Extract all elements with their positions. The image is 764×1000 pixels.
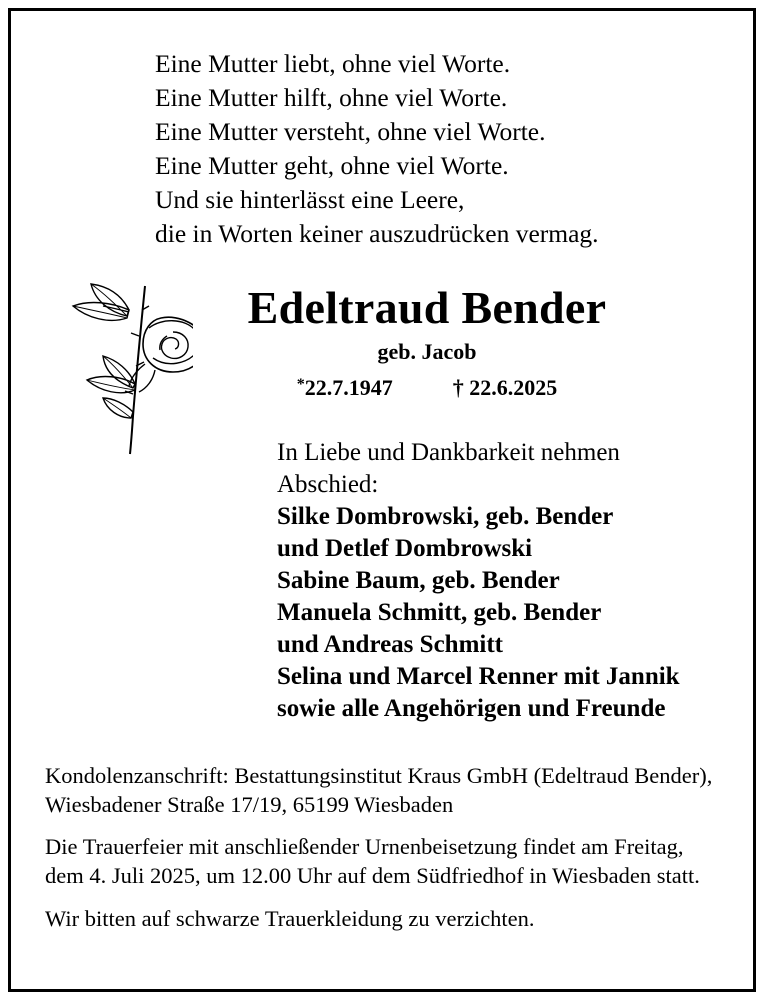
mourner-name: und Andreas Schmitt <box>277 630 503 658</box>
death-date-value: 22.6.2025 <box>469 374 558 400</box>
poem-line: Eine Mutter geht, ohne viel Worte. <box>155 150 509 180</box>
mourner-name: und Detlef Dombrowski <box>277 534 533 562</box>
death-date <box>453 375 558 401</box>
deceased-name: Edeltraud Bender <box>247 282 607 334</box>
mourner-name: Silke Dombrowski, geb. Bender <box>277 502 614 530</box>
death-symbol-icon: † <box>452 374 464 400</box>
poem-line: Eine Mutter liebt, ohne viel Worte. <box>155 49 511 78</box>
birth-symbol-icon: * <box>296 375 305 393</box>
poem-line: Eine Mutter hilft, ohne viel Worte. <box>155 82 508 112</box>
mourner-name: Selina und Marcel Renner mit Jannik <box>277 662 680 690</box>
mourner-name: Manuela Schmitt, geb. Bender <box>277 598 602 626</box>
mourner-name: Sabine Baum, geb. Bender <box>277 566 560 594</box>
birth-date <box>297 375 393 401</box>
deceased-maiden-name: geb. Jacob <box>377 338 477 364</box>
footer-block <box>37 761 727 933</box>
mourner-name: sowie alle Angehörigen und Freunde <box>277 694 666 722</box>
rose-illustration-icon <box>33 266 193 456</box>
birth-date-value: 22.7.1947 <box>304 374 393 400</box>
poem-line: die in Worten keiner auszudrücken vermag. <box>155 218 599 248</box>
poem-line: Eine Mutter versteht, ohne viel Worte. <box>155 116 546 146</box>
mourners-intro-line: In Liebe und Dankbarkeit nehmen <box>277 438 620 466</box>
poem <box>37 47 727 250</box>
dress-code-note: Wir bitten auf schwarze Trauerkleidung zu verzichten. <box>45 905 535 931</box>
mourners-block <box>37 437 727 725</box>
ceremony-details: Die Trauerfeier mit anschließender Urnenbeisetzung findet am Freitag, dem 4. Juli 2025, um 12.00 Uhr auf dem Südfriedhof in Wiesbaden statt. <box>45 834 700 889</box>
condolence-address: Kondolenzanschrift: Bestattungsinstitut Kraus GmbH (Edeltraud Bender), Wiesbadener Straße 17/19, 65199 Wiesbaden <box>45 762 718 817</box>
deceased-dates <box>127 375 727 401</box>
poem-line: Und sie hinterlässt eine Leere, <box>155 184 465 214</box>
mourners-intro-line: Abschied: <box>277 470 379 498</box>
notice-frame <box>8 8 756 992</box>
